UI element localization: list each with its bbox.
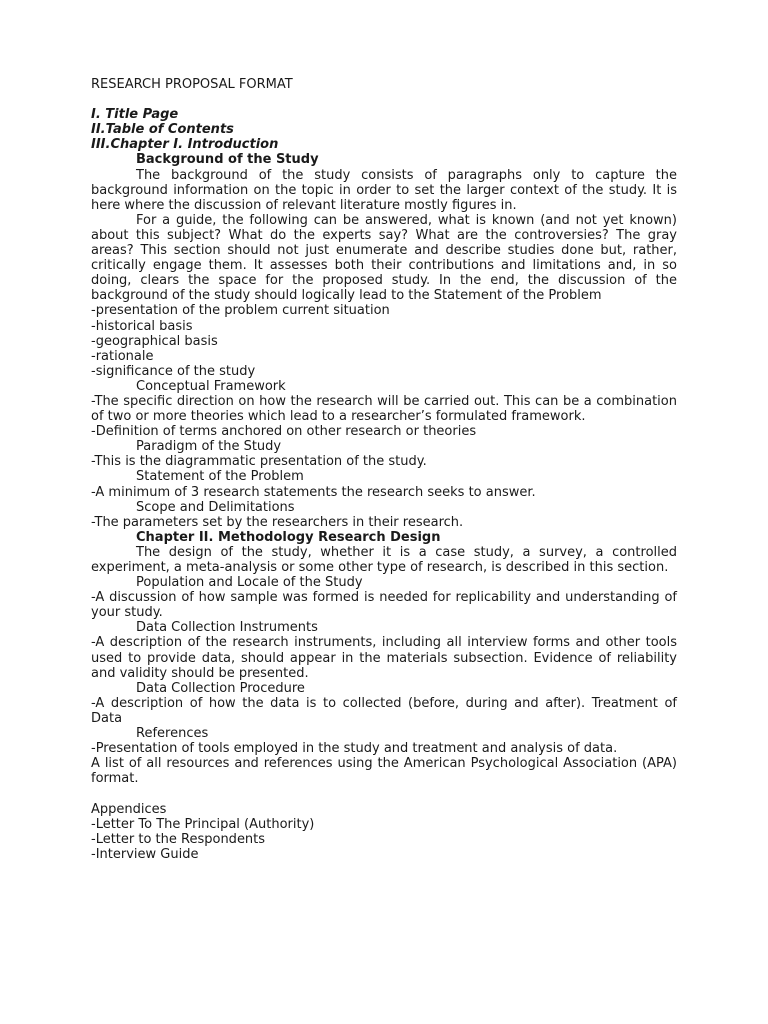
background-list-item: -historical basis: [91, 318, 193, 334]
background-list-item: -rationale: [91, 348, 154, 364]
procedure-paragraph: -A description of how the data is to collected (before, during and after). Treatment of Data: [91, 695, 677, 726]
document-title: RESEARCH PROPOSAL FORMAT: [91, 77, 293, 92]
outline-item-chapter-1: III.Chapter I. Introduction: [91, 137, 279, 153]
references-paragraph-2: A list of all resources and references using the American Psychological Association (APA) format.: [91, 756, 677, 787]
conceptual-paragraph-2: -Definition of terms anchored on other research or theories: [91, 424, 477, 440]
section-heading-conceptual-framework: Conceptual Framework: [136, 378, 286, 394]
section-heading-statement-of-problem: Statement of the Problem: [136, 469, 304, 485]
background-list-item: -significance of the study: [91, 363, 256, 379]
spacer: [91, 92, 677, 107]
document-page: [91, 77, 677, 862]
references-paragraph-1: -Presentation of tools employed in the study and treatment and analysis of data.: [91, 741, 618, 757]
statement-paragraph: -A minimum of 3 research statements the research seeks to answer.: [91, 484, 536, 500]
population-paragraph: -A discussion of how sample was formed is needed for replicability and understanding of your study.: [91, 590, 677, 621]
outline-item-title-page: I. Title Page: [91, 107, 179, 123]
background-list-item: -presentation of the problem current situation: [91, 303, 390, 319]
section-heading-chapter-2: Chapter II. Methodology Research Design: [136, 529, 441, 545]
section-heading-procedure: Data Collection Procedure: [136, 680, 305, 696]
conceptual-paragraph-1: -The specific direction on how the research will be carried out. This can be a combination of two or more theories which lead to a researcher’s formulated framework.: [91, 393, 677, 425]
outline-item-table-of-contents: II.Table of Contents: [91, 122, 234, 138]
chapter2-paragraph: The design of the study, whether it is a case study, a survey, a controlled experiment, a meta-analysis or some other type of research, is described in this section.: [91, 544, 677, 575]
appendix-list-item: -Letter to the Respondents: [91, 831, 266, 847]
background-list-item: -geographical basis: [91, 333, 218, 349]
section-heading-population: Population and Locale of the Study: [136, 575, 363, 591]
section-heading-instruments: Data Collection Instruments: [136, 620, 318, 636]
appendix-list-item: -Letter To The Principal (Authority): [91, 816, 315, 832]
paradigm-paragraph: -This is the diagrammatic presentation of the study.: [91, 454, 427, 470]
section-heading-appendices: Appendices: [91, 801, 167, 817]
scope-paragraph: -The parameters set by the researchers in their research.: [91, 514, 464, 530]
appendix-list-item: -Interview Guide: [91, 846, 199, 862]
background-paragraph-1: The background of the study consists of paragraphs only to capture the background information on the topic in order to set the larger context of the study. It is here where the discussion of relevant literature mostly figures in.: [91, 167, 677, 213]
section-heading-background: Background of the Study: [136, 152, 319, 168]
section-heading-scope: Scope and Delimitations: [136, 499, 295, 515]
section-heading-paradigm: Paradigm of the Study: [136, 439, 282, 455]
background-paragraph-2: For a guide, the following can be answered, what is known (and not yet known) about this subject? What do the experts say? What are the controversies? The gray areas? This section should not just enumerate and describe studies done but, rather, critically engage them. It assesses both their contributions and limitations and, in so doing, clears the space for the proposed study. In the end, the discussion of the background of the study should logically lead to the Statement of the Problem: [91, 212, 677, 304]
instruments-paragraph: -A description of the research instruments, including all interview forms and other tools used to provide data, should appear in the materials subsection. Evidence of reliability and validity should be presented.: [91, 635, 677, 681]
spacer: [91, 786, 677, 801]
section-heading-references: References: [136, 726, 209, 742]
